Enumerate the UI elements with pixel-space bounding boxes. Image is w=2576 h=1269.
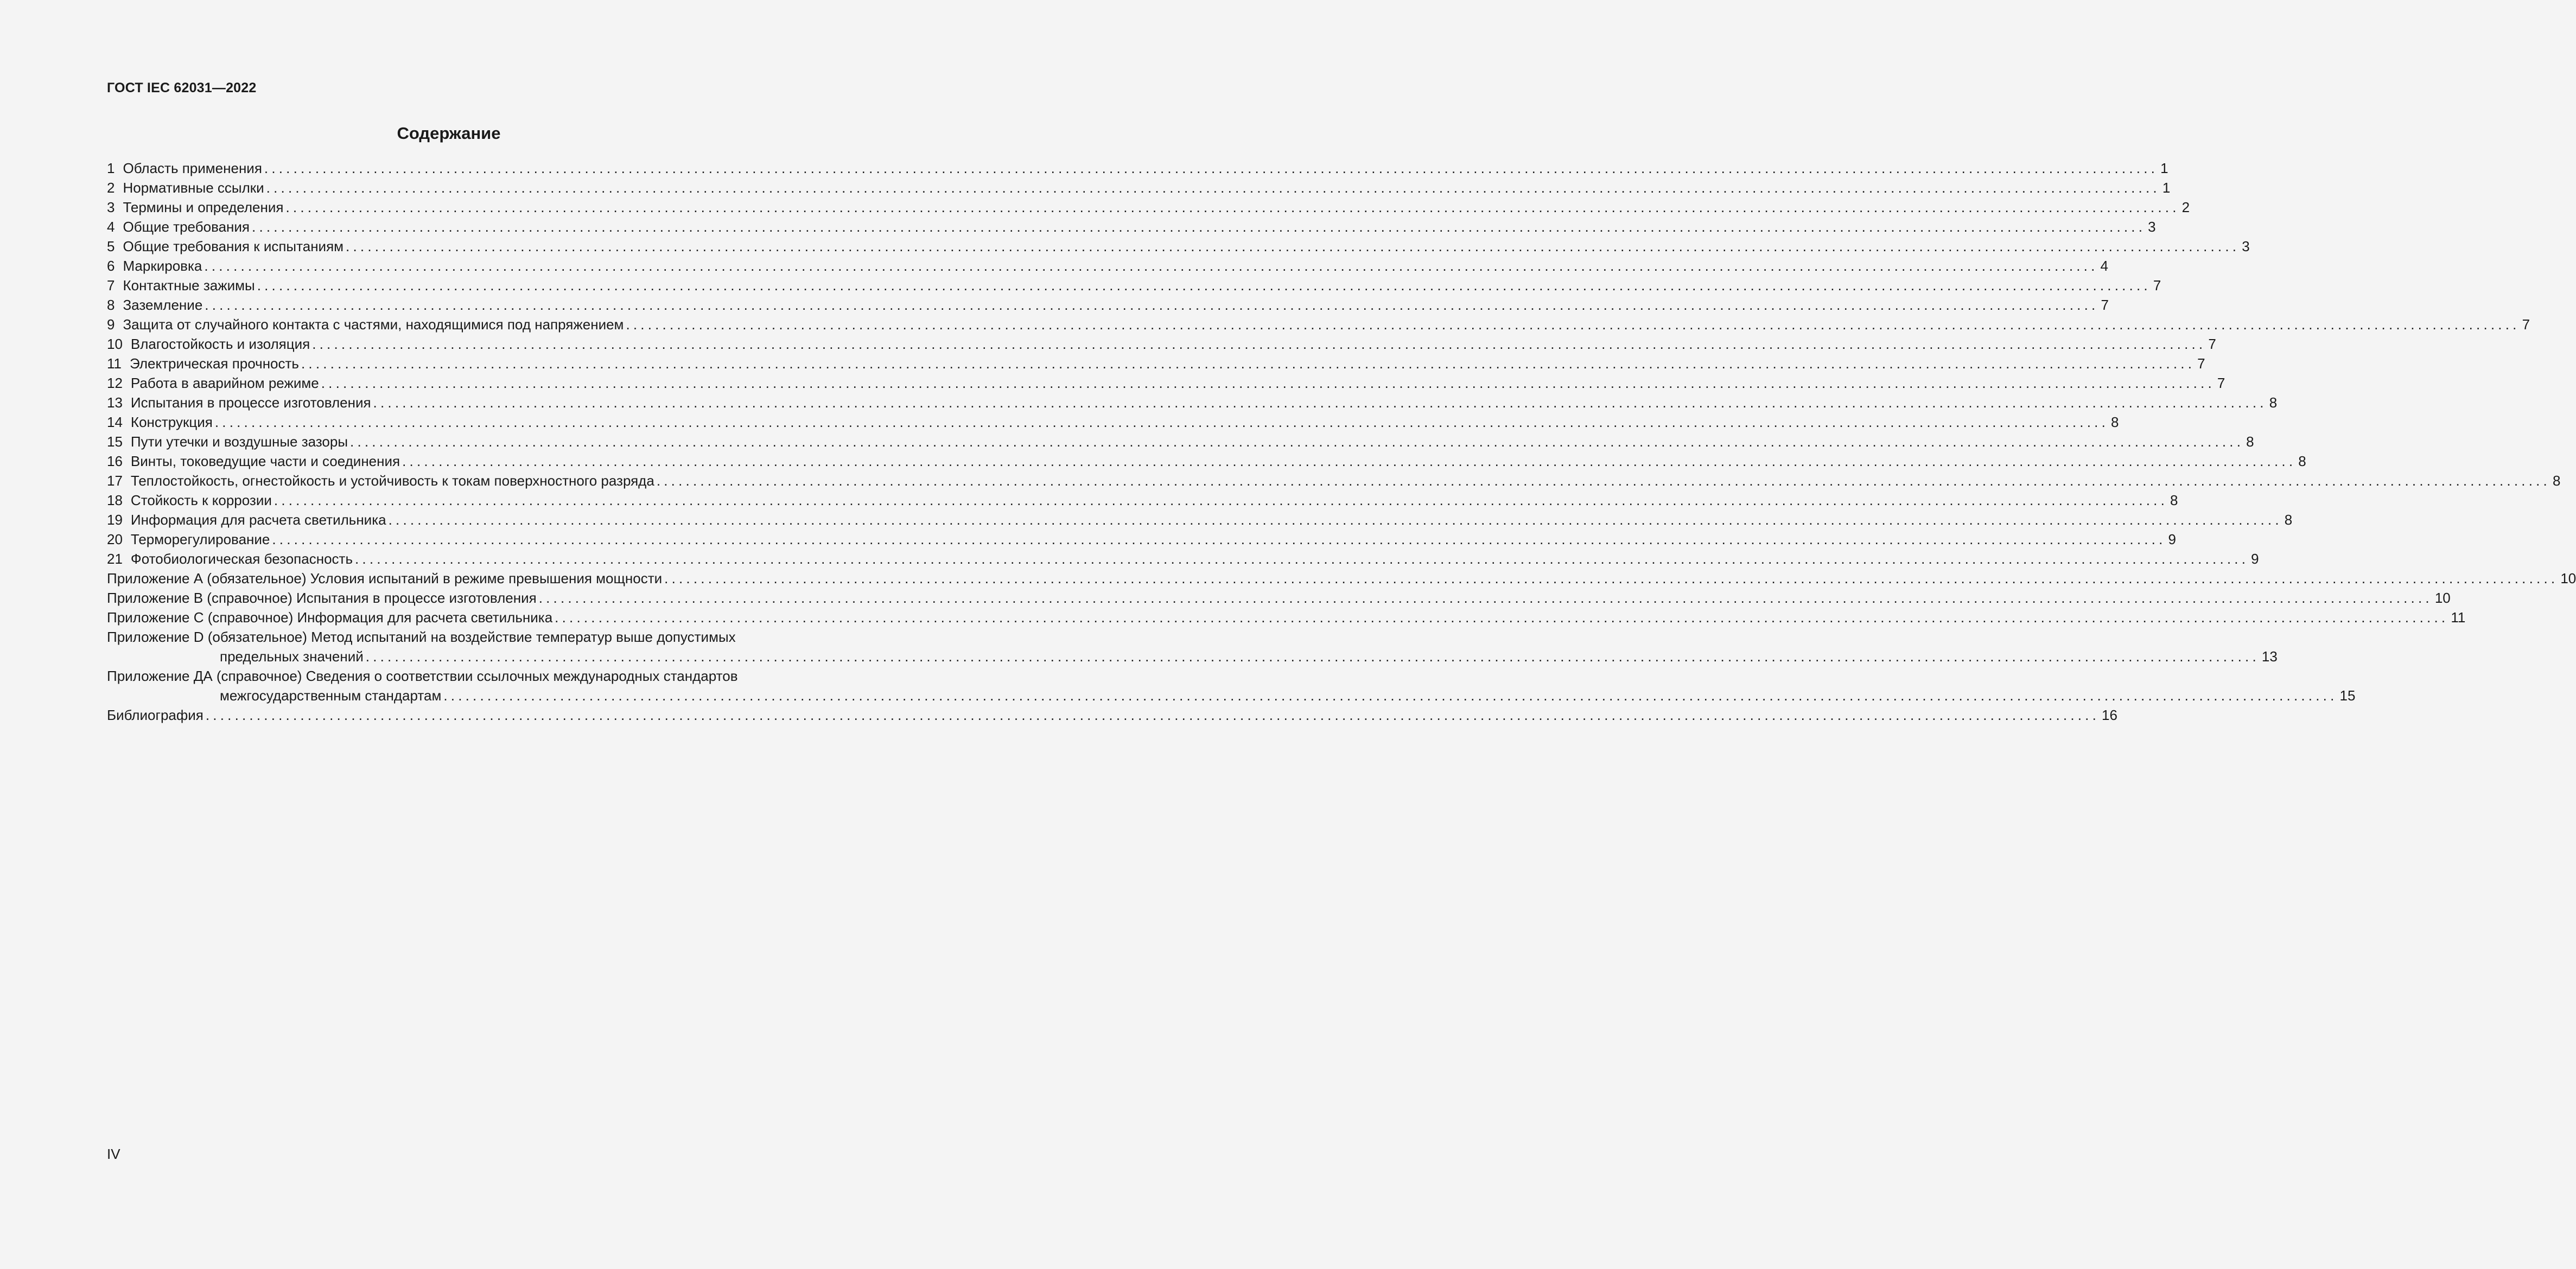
toc-appendix-page: 15 <box>2339 687 2356 704</box>
toc-entry-page: 8 <box>2170 492 2178 508</box>
dot-leader: .................................................................................................................................................................................................................................................................... <box>252 219 2146 235</box>
toc-entry-page: 8 <box>2298 453 2306 469</box>
toc-entry-number: 15 <box>107 433 123 450</box>
toc-entry[interactable] <box>107 276 2161 295</box>
toc-appendix-label-continuation: предельных значений <box>220 648 364 665</box>
toc-entry-number: 14 <box>107 414 123 430</box>
toc-appendix-da-continuation[interactable] <box>107 686 2356 705</box>
toc-entry-page: 2 <box>2181 199 2190 215</box>
toc-entry-number: 13 <box>107 394 123 411</box>
toc-entry-number: 17 <box>107 473 123 489</box>
toc-entry[interactable] <box>107 510 2293 530</box>
dot-leader: .................................................................................................................................................................................................................................................................... <box>373 394 2267 411</box>
toc-entry[interactable] <box>107 295 2109 315</box>
dot-leader: .................................................................................................................................................................................................................................................................... <box>266 180 2160 196</box>
toc-entry-label: Влагостойкость и изоляция <box>130 336 310 352</box>
dot-leader: .................................................................................................................................................................................................................................................................... <box>301 355 2196 372</box>
toc-entry-page: 9 <box>2168 531 2176 547</box>
toc-entry-page: 8 <box>2246 433 2254 450</box>
toc-appendix-label: Приложение А (обязательное) Условия испытаний в режиме превышения мощности <box>107 570 663 586</box>
toc-entry-page: 7 <box>2217 375 2225 391</box>
toc-entry-label: Терморегулирование <box>130 531 270 547</box>
toc-entry-page: 3 <box>2148 219 2156 235</box>
toc-entry-page: 4 <box>2100 258 2109 274</box>
toc-entry-number: 21 <box>107 551 123 567</box>
dot-leader: .................................................................................................................................................................................................................................................................... <box>555 609 2449 626</box>
toc-entry-number: 9 <box>107 316 115 333</box>
dot-leader: .................................................................................................................................................................................................................................................................... <box>355 551 2249 567</box>
toc-appendix-d[interactable] <box>107 627 833 647</box>
toc-entry-label: Винты, токоведущие части и соединения <box>130 453 400 469</box>
toc-entry[interactable] <box>107 471 2561 490</box>
toc-entry-label: Теплостойкость, огнестойкость и устойчивость к токам поверхностного разряда <box>130 473 654 489</box>
toc-title: Содержание <box>397 124 501 143</box>
toc-entry-label: Фотобиологическая безопасность <box>130 551 353 567</box>
toc-entry[interactable] <box>107 530 2176 549</box>
toc-entry-number: 20 <box>107 531 123 547</box>
toc-appendix-label-continuation: межгосударственным стандартам <box>220 687 442 704</box>
toc-entry-page: 7 <box>2522 316 2530 333</box>
dot-leader: .................................................................................................................................................................................................................................................................... <box>205 297 2099 313</box>
dot-leader: .................................................................................................................................................................................................................................................................... <box>365 648 2260 665</box>
toc-entry-label: Пути утечки и воздушные зазоры <box>130 433 348 450</box>
toc-entry[interactable] <box>107 237 2250 256</box>
dot-leader: .................................................................................................................................................................................................................................................................... <box>312 336 2206 352</box>
dot-leader: .................................................................................................................................................................................................................................................................... <box>346 238 2240 254</box>
toc-entry-number: 8 <box>107 297 115 313</box>
toc-entry[interactable] <box>107 432 2254 451</box>
toc-entry-page: 7 <box>2208 336 2216 352</box>
toc-entry-label: Термины и определения <box>123 199 284 215</box>
toc-entry[interactable] <box>107 315 2530 334</box>
toc-bibliography[interactable] <box>107 705 2117 725</box>
toc-entry[interactable] <box>107 451 2306 471</box>
toc-entry-label: Нормативные ссылки <box>123 180 264 196</box>
toc-entry-page: 7 <box>2197 355 2205 372</box>
toc-entry-page: 7 <box>2153 277 2161 294</box>
dot-leader: .................................................................................................................................................................................................................................................................... <box>350 433 2244 450</box>
toc-entry-label: Маркировка <box>123 258 202 274</box>
toc-entry-label: Общие требования <box>123 219 250 235</box>
toc-entry-page: 1 <box>2162 180 2171 196</box>
dot-leader: .................................................................................................................................................................................................................................................................... <box>214 414 2109 430</box>
toc-entry-label: Информация для расчета светильника <box>130 512 386 528</box>
toc-entry-number: 16 <box>107 453 123 469</box>
toc-entry-number: 4 <box>107 219 115 235</box>
toc-entry-page: 8 <box>2284 512 2293 528</box>
toc-entry[interactable] <box>107 393 2278 412</box>
toc-entry[interactable] <box>107 354 2205 373</box>
toc-entry-label: Общие требования к испытаниям <box>123 238 344 254</box>
toc-appendix-d-continuation[interactable] <box>107 647 2278 666</box>
toc-entry[interactable] <box>107 412 2119 432</box>
dot-leader: .................................................................................................................................................................................................................................................................... <box>538 590 2433 606</box>
toc-entry-page: 8 <box>2111 414 2119 430</box>
toc-entry-label: Заземление <box>123 297 203 313</box>
toc-appendix-page: 11 <box>2451 609 2466 626</box>
toc-entry-page: 7 <box>2101 297 2109 313</box>
dot-leader: .................................................................................................................................................................................................................................................................... <box>264 160 2159 176</box>
toc-entry-label: Испытания в процессе изготовления <box>130 394 371 411</box>
toc-entry-page: 1 <box>2160 160 2168 176</box>
toc-entry-label: Защита от случайного контакта с частями, находящимися под напряжением <box>123 316 624 333</box>
toc-entry-label: Конструкция <box>130 414 213 430</box>
dot-leader: .................................................................................................................................................................................................................................................................... <box>443 687 2338 704</box>
toc-appendix-label: Приложение D (обязательное) Метод испытаний на воздействие температур выше допустимых <box>107 629 736 645</box>
toc-entry[interactable] <box>107 549 2259 569</box>
toc-entry-number: 6 <box>107 258 115 274</box>
toc-entry[interactable] <box>107 197 2190 217</box>
dot-leader: .................................................................................................................................................................................................................................................................... <box>272 531 2166 547</box>
toc-appendix-da[interactable] <box>107 666 833 686</box>
document-code: ГОСТ IEC 62031—2022 <box>107 80 257 95</box>
toc-entry-number: 2 <box>107 180 115 196</box>
toc-entry[interactable] <box>107 217 2156 237</box>
toc-entry-label: Стойкость к коррозии <box>130 492 272 508</box>
toc-appendix-c[interactable] <box>107 608 2466 627</box>
dot-leader: .................................................................................................................................................................................................................................................................... <box>388 512 2282 528</box>
toc-entry[interactable] <box>107 256 2109 276</box>
toc-entry-page: 9 <box>2251 551 2259 567</box>
toc-entry-number: 7 <box>107 277 115 294</box>
dot-leader: .................................................................................................................................................................................................................................................................... <box>656 473 2550 489</box>
page-number: IV <box>107 1146 120 1162</box>
dot-leader: .................................................................................................................................................................................................................................................................... <box>664 570 2559 586</box>
toc-entry-number: 18 <box>107 492 123 508</box>
toc-entry-number: 12 <box>107 375 123 391</box>
toc-entry[interactable] <box>107 373 2225 393</box>
dot-leader: .................................................................................................................................................................................................................................................................... <box>273 492 2168 508</box>
table-of-contents <box>107 158 2576 725</box>
toc-bibliography-page: 16 <box>2102 707 2117 723</box>
toc-appendix-page: 10 <box>2434 590 2451 606</box>
toc-entry-number: 10 <box>107 336 123 352</box>
toc-entry-number: 11 <box>107 355 122 372</box>
toc-entry-page: 3 <box>2242 238 2250 254</box>
toc-appendix-label: Приложение ДА (справочное) Сведения о соответствии ссылочных международных стандартов <box>107 668 738 684</box>
toc-entry-label: Работа в аварийном режиме <box>130 375 319 391</box>
toc-appendix-label: Приложение С (справочное) Информация для расчета светильника <box>107 609 553 626</box>
toc-entry-label: Электрическая прочность <box>130 355 299 372</box>
dot-leader: .................................................................................................................................................................................................................................................................... <box>285 199 2180 215</box>
toc-entry-number: 19 <box>107 512 123 528</box>
toc-appendix-page: 10 <box>2560 570 2576 586</box>
toc-entry[interactable] <box>107 158 2168 178</box>
toc-entry-label: Область применения <box>123 160 262 176</box>
toc-appendix-page: 13 <box>2261 648 2278 665</box>
toc-entry[interactable] <box>107 334 2216 354</box>
toc-appendix-b[interactable] <box>107 588 2451 608</box>
toc-appendix-label: Приложение В (справочное) Испытания в процессе изготовления <box>107 590 537 606</box>
toc-appendix-a[interactable] <box>107 569 2576 588</box>
toc-entry-page: 8 <box>2269 394 2278 411</box>
toc-bibliography-label: Библиография <box>107 707 203 723</box>
dot-leader: .................................................................................................................................................................................................................................................................... <box>402 453 2297 469</box>
toc-entry[interactable] <box>107 178 2171 197</box>
dot-leader: .................................................................................................................................................................................................................................................................... <box>321 375 2215 391</box>
dot-leader: .................................................................................................................................................................................................................................................................... <box>204 258 2098 274</box>
toc-entry-number: 3 <box>107 199 115 215</box>
toc-entry-number: 1 <box>107 160 115 176</box>
toc-entry[interactable] <box>107 490 2178 510</box>
toc-entry-page: 8 <box>2552 473 2561 489</box>
dot-leader: .................................................................................................................................................................................................................................................................... <box>257 277 2151 294</box>
toc-entry-label: Контактные зажимы <box>123 277 255 294</box>
toc-entry-number: 5 <box>107 238 115 254</box>
dot-leader: .................................................................................................................................................................................................................................................................... <box>626 316 2520 333</box>
dot-leader: .................................................................................................................................................................................................................................................................... <box>205 707 2100 723</box>
